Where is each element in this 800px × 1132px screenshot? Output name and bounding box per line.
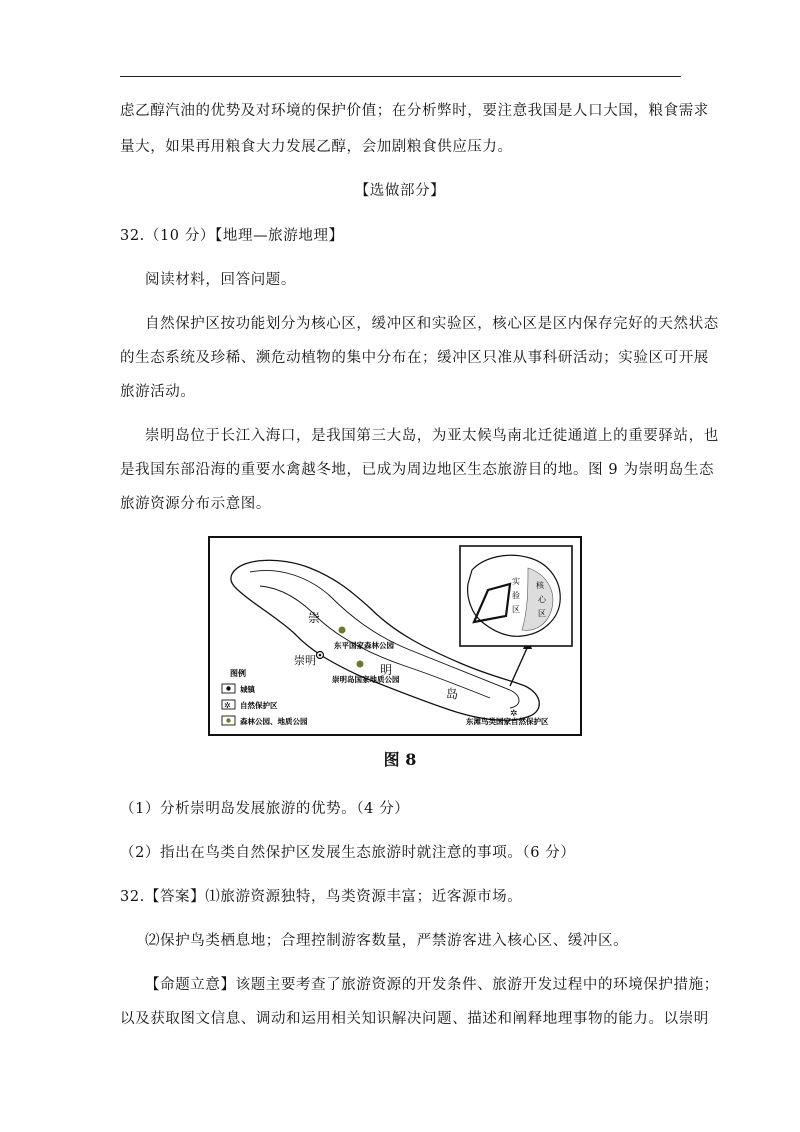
paragraph-line: 旅游资源分布示意图。	[120, 496, 271, 512]
instruction: 阅读材料，回答问题。	[145, 272, 296, 288]
legend-label: 自然保护区	[240, 701, 278, 710]
inset-label: 区	[538, 609, 546, 618]
reserve-marker: ✲	[510, 709, 518, 719]
inset-label: 心	[538, 595, 546, 604]
geo-park-marker	[357, 661, 364, 668]
paragraph-line: 旅游活动。	[120, 384, 196, 400]
answer-line: ⑵保护鸟类栖息地；合理控制游客数量，严禁游客进入核心区、缓冲区。	[145, 933, 629, 949]
sub-question: （1）分析崇明岛发展旅游的优势。（4 分）	[120, 801, 410, 817]
legend-reserve-symbol: ✲	[224, 701, 231, 710]
town-label: 崇明	[294, 654, 316, 667]
header-rule	[120, 76, 681, 77]
park-label: 崇明岛国家地质公园	[332, 675, 400, 684]
paragraph-line: 自然保护区按功能划分为核心区，缓冲区和实验区，核心区是区内保存完好的天然状态	[145, 316, 719, 332]
paragraph-line: 量大，如果再用粮食大力发展乙醇，会加剧粮食供应压力。	[120, 139, 513, 155]
map-figure	[208, 536, 582, 736]
inset-label: 实	[512, 577, 520, 586]
paragraph-line: 是我国东部沿海的重要水禽越冬地，已成为周边地区生态旅游目的地。图 9 为崇明岛生态	[120, 462, 715, 478]
paragraph-line: 虑乙醇汽油的优势及对环境的保护价值；在分析弊时，要注意我国是人口大国，粮食需求	[120, 103, 709, 119]
section-title: 【选做部分】	[354, 183, 446, 199]
inset-label: 验	[512, 591, 520, 600]
inset-label: 核	[536, 581, 544, 590]
inset-label: 区	[512, 605, 520, 614]
island-map	[210, 538, 580, 734]
figure-caption: 图 8	[383, 750, 417, 769]
legend-title: 图例	[230, 669, 246, 678]
paragraph-line: 崇明岛位于长江入海口，是我国第三大岛，为亚太候鸟南北迁徙通道上的重要驿站，也	[145, 428, 719, 444]
reserve-label: 东滩鸟类国家自然保护区	[466, 717, 549, 726]
paragraph-line: 【命题立意】该题主要考查了旅游资源的开发条件、旅游开发过程中的环境保护措施；	[145, 977, 719, 993]
sub-question: （2）指出在鸟类自然保护区发展生态旅游时就注意的事项。（6 分）	[120, 845, 576, 861]
legend-label: 森林公园、地质公园	[240, 717, 308, 726]
pointer-arrow	[510, 646, 528, 686]
answer-line: 32.【答案】⑴旅游资源独特，鸟类资源丰富；近客源市场。	[120, 889, 523, 905]
legend-label: 城镇	[240, 685, 255, 694]
forest-park-marker	[339, 627, 346, 634]
question-header: 32.（10 分）【地理—旅游地理】	[120, 228, 344, 244]
paragraph-line: 的生态系统及珍稀、濒危动植物的集中分布在；缓冲区只准从事科研活动；实验区可开展	[120, 350, 709, 366]
island-char: 岛	[446, 687, 459, 701]
island-char: 明	[380, 663, 393, 677]
park-label: 东平国家森林公园	[334, 641, 394, 650]
paragraph-line: 以及获取图文信息、调动和运用相关知识解决问题、描述和阐释地理事物的能力。以崇明	[120, 1011, 709, 1027]
island-char: 崇	[308, 611, 321, 625]
